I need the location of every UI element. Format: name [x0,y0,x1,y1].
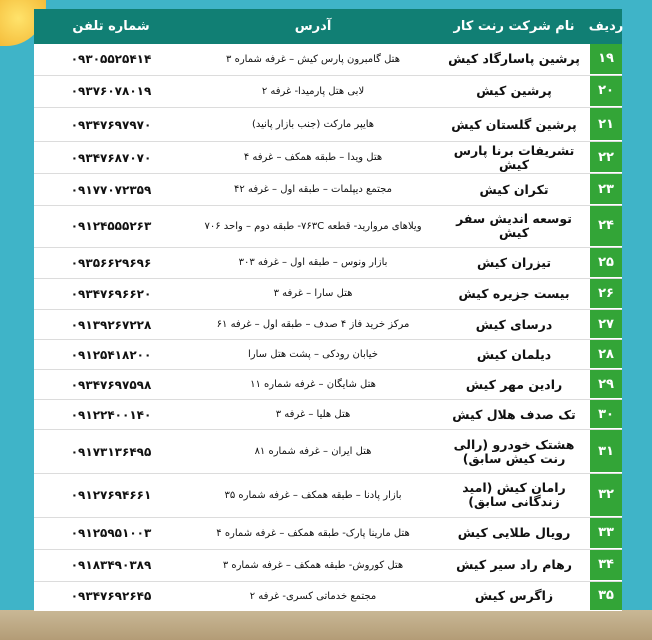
row-number: ۳۰ [590,400,622,429]
header-address: آدرس [294,18,332,34]
company-address: ویلاهای مروارید- قطعه ۷۶۳C- طبقه دوم – واحد ۷۰۶ [204,220,422,232]
company-name: تیزران کیش [476,254,552,270]
header-phone: شماره تلفن [72,18,150,34]
row-number: ۲۵ [590,248,622,278]
header-number: ردیف [588,18,624,34]
company-address: مرکز خرید فاز ۴ صدف – طبقه اول – غرفه ۶۱ [216,319,410,331]
phone-number: ۰۹۱۲۲۴۰۰۱۴۰ [70,407,152,422]
company-name: دیلمان کیش [476,346,552,362]
phone-number: ۰۹۳۰۵۵۲۵۴۱۴ [70,52,152,67]
table-row [34,430,622,474]
phone-number: ۰۹۱۸۳۴۹۰۳۸۹ [70,558,152,573]
row-number: ۲۲ [590,142,622,173]
company-address: هایپر مارکت (جنب بازار پانید) [251,119,375,130]
row-number: ۳۴ [590,550,622,581]
phone-number: ۰۹۱۳۹۲۶۷۲۲۸ [70,317,152,332]
row-number: ۳۲ [590,474,622,517]
company-name: بیست جزیره کیش [458,285,570,301]
company-address: لابی هتل پارمیدا- غرفه ۲ [261,85,365,97]
phone-number: ۰۹۳۴۷۶۹۶۶۲۰ [70,286,152,301]
row-number: ۲۸ [590,340,622,369]
company-name: پرشین پاسارگاد کیش [448,51,580,67]
phone-number: ۰۹۱۷۳۱۳۶۴۹۵ [70,444,152,459]
row-number: ۲۱ [590,108,622,141]
company-address: هتل کوروش- طبقه همکف – غرفه شماره ۳ [222,559,404,571]
company-address: هتل مارینا پارک- طبقه همکف – غرفه شماره ۴ [216,527,410,539]
company-address: خیابان رودکی – پشت هتل سارا [248,349,378,361]
phone-number: ۰۹۱۲۷۶۹۴۶۶۱ [70,488,152,503]
company-name: پرشین گلستان کیش [451,116,577,132]
phone-number: ۰۹۳۴۷۶۹۲۶۴۵ [70,589,152,604]
row-number: ۳۱ [590,430,622,473]
company-address: هتل ویدا – طبقه همکف – غرفه ۴ [243,152,383,164]
company-name: رادین مهر کیش [465,376,563,392]
table-row [34,582,622,611]
row-number: ۲۴ [590,206,622,247]
table-row [34,174,622,206]
company-name: رهام راد سیر کیش [456,557,572,573]
company-address: بازار پادنا – طبقه همکف – غرفه شماره ۳۵ [224,489,402,501]
table-row [34,474,622,518]
company-name: تک صدف هلال کیش [452,406,576,422]
table-row [34,550,622,582]
row-number: ۳۳ [590,518,622,549]
table-row [34,44,622,76]
table-row [34,518,622,550]
company-name: پرشین کیش [476,83,552,99]
row-number: ۲۷ [590,310,622,339]
company-name: توسعه اندیش سفر کیش [456,211,572,241]
company-name: زاگرس کیش [474,588,554,604]
company-address: هتل گامبرون پارس کیش – غرفه شماره ۳ [226,53,400,65]
phone-number: ۰۹۱۲۵۹۵۱۰۰۳ [70,526,152,541]
phone-number: ۰۹۳۴۷۶۸۷۰۷۰ [70,150,152,165]
company-name: درسای کیش [475,316,553,332]
company-address: هتل شایگان – غرفه شماره ۱۱ [250,379,376,391]
table-row [34,310,622,340]
table-row [34,142,622,174]
company-name: رویال طلایی کیش [457,525,571,541]
header-name: نام شرکت رنت کار [453,18,575,34]
company-name: رامان کیش (امید زندگانی سابق) [462,480,566,510]
company-address: مجتمع دیپلمات – طبقه اول – غرفه ۴۲ [234,184,392,196]
company-name: تشریفات برنا پارس کیش [453,142,575,172]
company-address: هتل هلیا – غرفه ۳ [275,409,351,421]
row-number: ۲۹ [590,370,622,399]
company-address: هتل ایران – غرفه شماره ۸۱ [254,446,372,458]
beach-decoration [0,610,652,640]
table-header [34,9,622,44]
row-number: ۲۰ [590,76,622,107]
table-row [34,370,622,400]
table-row [34,340,622,370]
phone-number: ۰۹۱۲۵۴۱۸۲۰۰ [70,347,152,362]
table-row [34,206,622,248]
company-address: بازار ونوس – طبقه اول – غرفه ۳۰۳ [238,257,388,269]
table-row [34,248,622,279]
company-address: مجتمع خدماتی کسری- غرفه ۲ [249,590,377,602]
row-number: ۳۵ [590,582,622,611]
phone-number: ۰۹۳۴۷۶۹۷۹۷۰ [70,117,152,132]
table-row [34,108,622,142]
phone-number: ۰۹۳۴۷۶۹۷۵۹۸ [70,377,152,392]
company-address: هتل سارا – غرفه ۳ [273,288,353,300]
phone-number: ۰۹۱۲۴۵۵۵۲۶۳ [70,219,152,234]
rental-table [34,9,622,611]
company-name: هشتک خودرو (رالی رنت کیش سابق) [453,436,575,466]
row-number: ۲۶ [590,279,622,309]
table-row [34,400,622,430]
phone-number: ۰۹۳۷۶۰۷۸۰۱۹ [70,84,152,99]
table-row [34,279,622,310]
row-number: ۲۳ [590,174,622,205]
phone-number: ۰۹۳۵۶۶۲۹۶۹۶ [70,255,152,270]
phone-number: ۰۹۱۷۷۰۷۲۳۵۹ [70,182,152,197]
table-row [34,76,622,108]
company-name: تکران کیش [479,181,549,197]
row-number: ۱۹ [590,44,622,75]
